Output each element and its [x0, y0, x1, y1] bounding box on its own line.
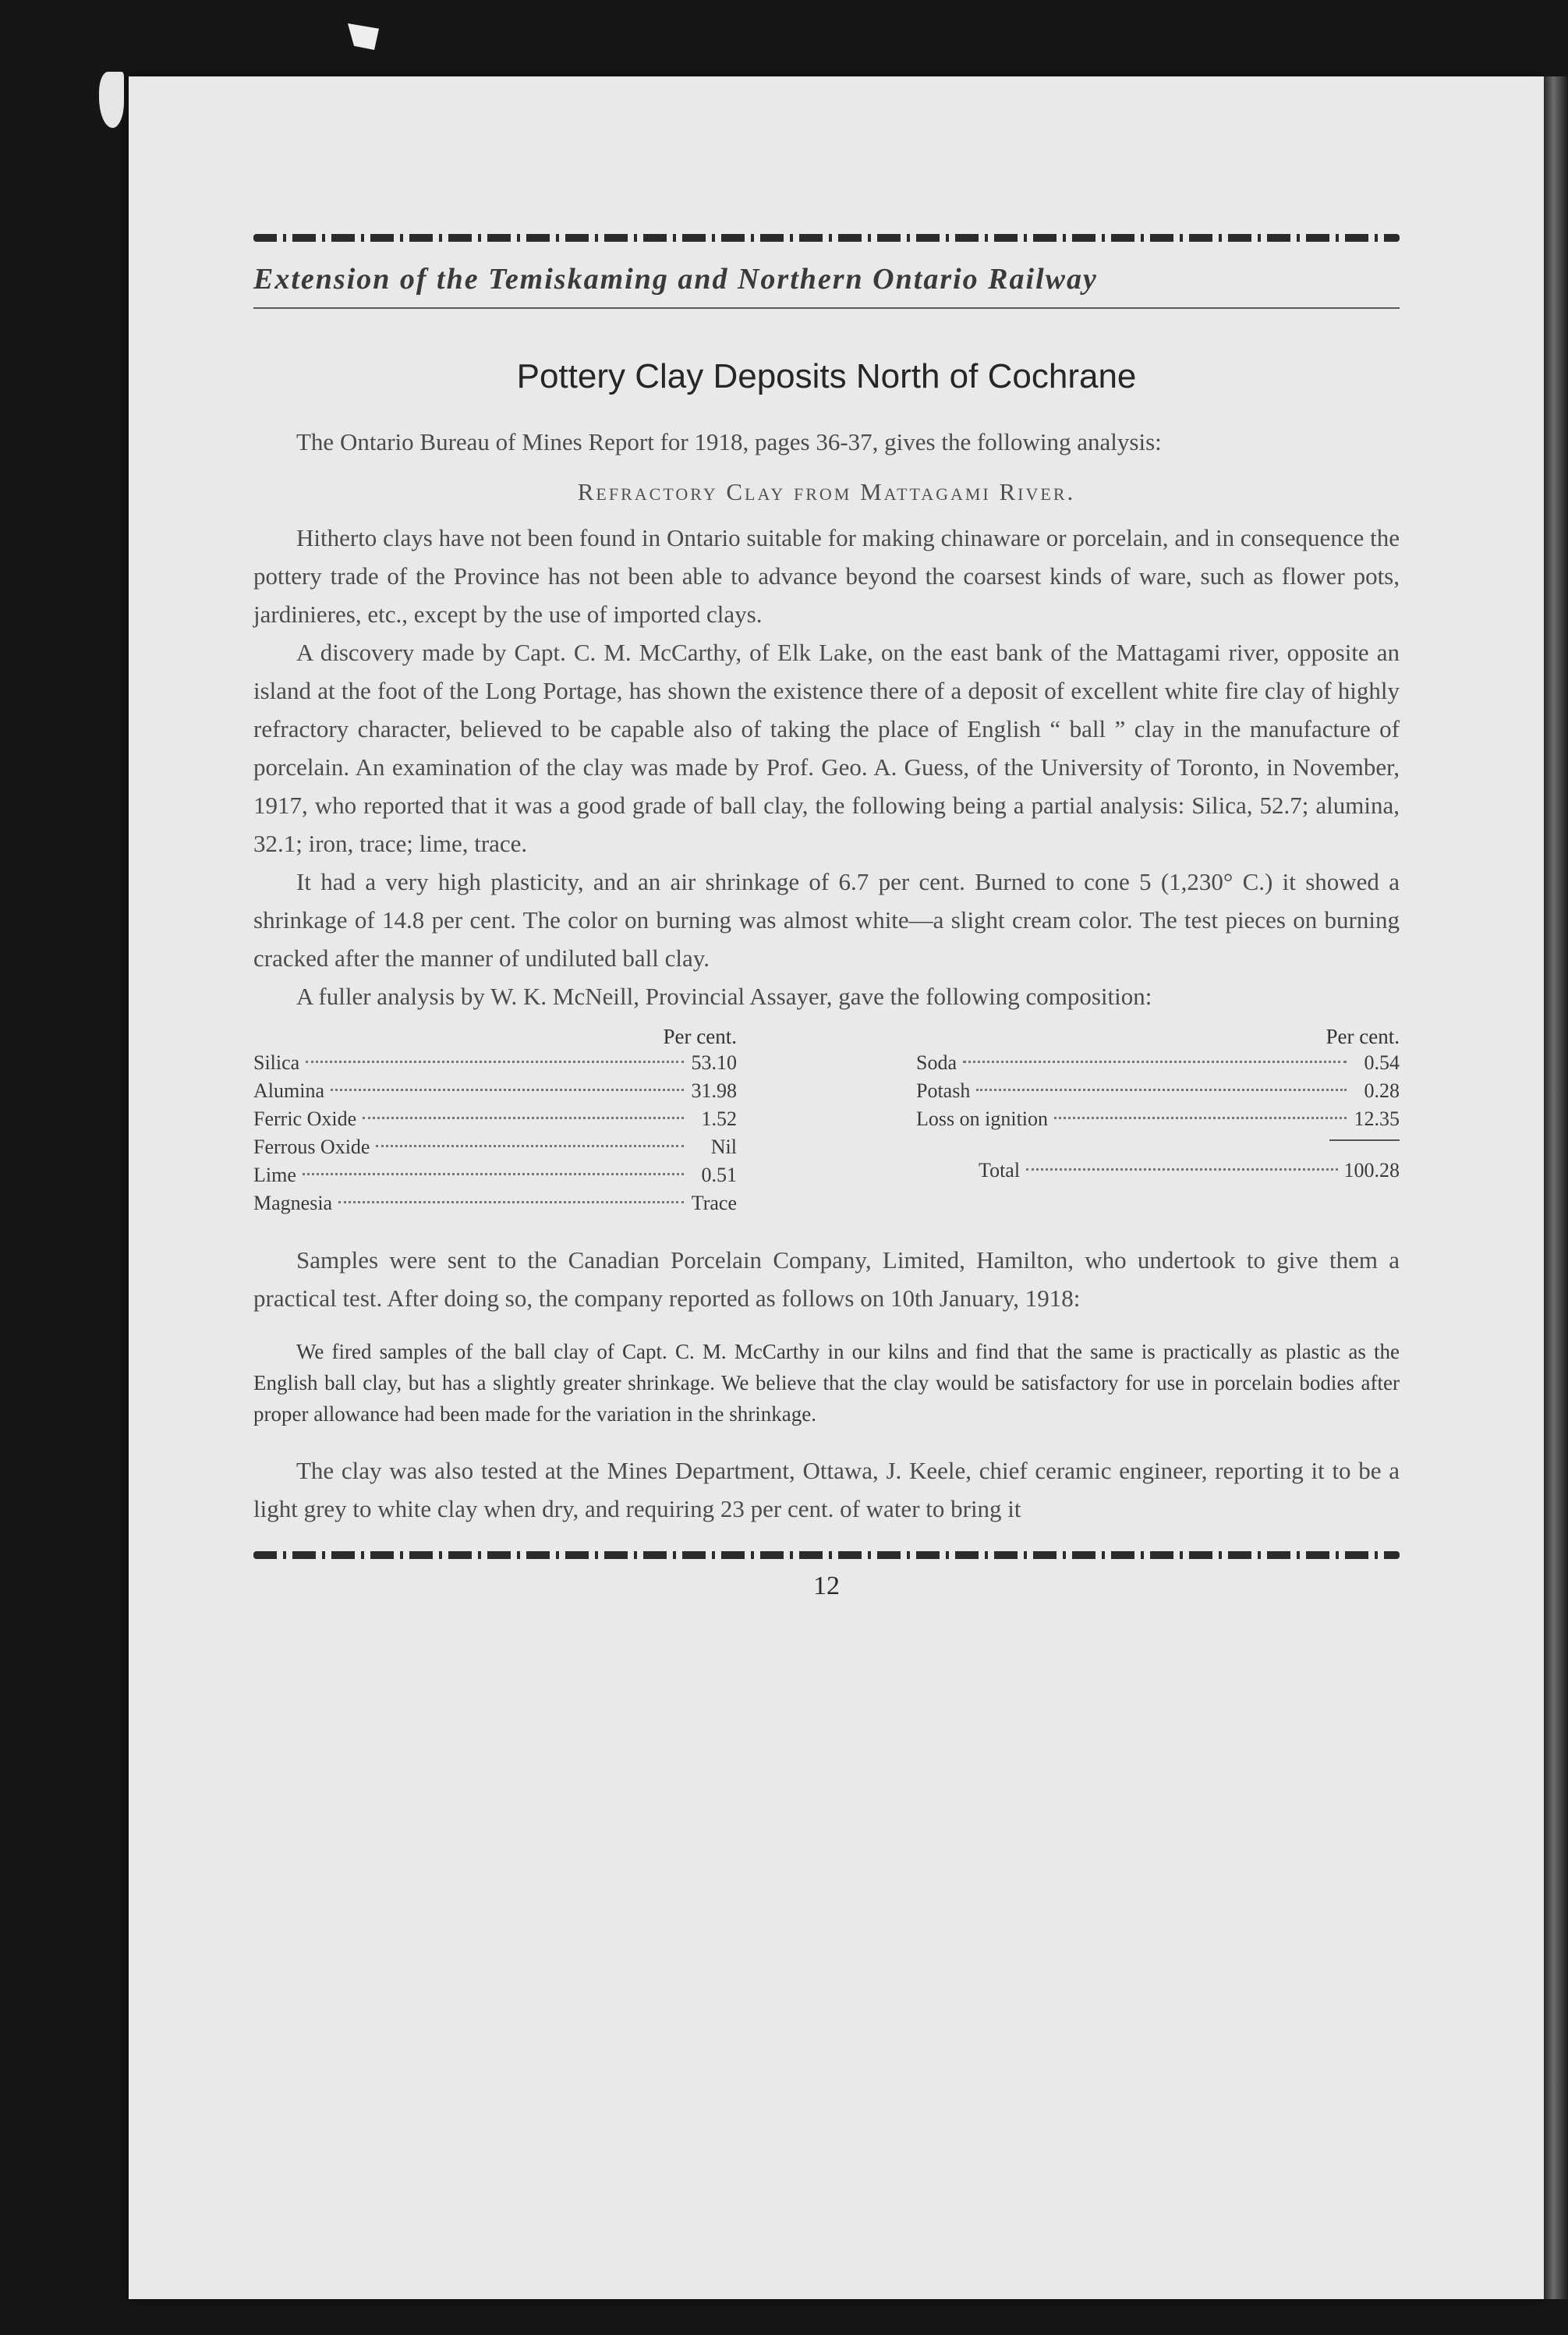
composition-row: Silica 53.10 [253, 1051, 737, 1074]
total-row: Total 100.28 [979, 1159, 1400, 1182]
page-title: Pottery Clay Deposits North of Cochrane [516, 357, 1137, 395]
per-cent-header: Per cent. [1326, 1025, 1400, 1048]
company-quote: We fired samples of the ball clay of Capt. C. M. McCarthy in our kilns and find that the same is practically as plastic as the English ball clay, but has a slightly greater shrinkage. We believe that the clay would be satisfactory for use in porcelain bodies after proper allowance had been made for the variation in the shrinkage. [253, 1340, 1400, 1426]
paragraph-4: A fuller analysis by W. K. McNeill, Provincial Assayer, gave the following composition: [296, 983, 1152, 1010]
running-head: Extension of the Temiskaming and Northern Ontario Railway [253, 262, 1400, 309]
page-edge-strip [1544, 76, 1568, 2299]
paragraph-2: A discovery made by Capt. C. M. McCarthy, of Elk Lake, on the east bank of the Mattagami river, opposite an island at the foot of the Long Portage, has shown the existence there of a deposit of excellent white fire clay of highly refractory character, believed to be capable also of taking the place of English “ ball ” clay in the manufacture of porcelain. An examination of the clay was made by Prof. Geo. A. Guess, of the University of Toronto, in November, 1917, who reported that it was a good grade of ball clay, the following being a partial analysis: Silica, 52.7; alumina, 32.1; iron, trace; lime, trace. [253, 639, 1400, 857]
composition-row: Ferrous Oxide Nil [253, 1136, 737, 1158]
composition-row: Potash 0.28 [916, 1079, 1400, 1102]
composition-row: Alumina 31.98 [253, 1079, 737, 1102]
scan-artifact-left [99, 72, 124, 128]
composition-table [253, 1025, 1400, 1217]
final-paragraph: The clay was also tested at the Mines Department, Ottawa, J. Keele, chief ceramic engineer, reporting it to be a light grey to white clay when dry, and requiring 23 per cent. of water to bring it [253, 1457, 1400, 1522]
composition-row: Lime 0.51 [253, 1164, 737, 1186]
total-rule [1329, 1139, 1400, 1141]
section-subheading: Refractory Clay from Mattagami River. [577, 478, 1076, 505]
composition-row: Ferric Oxide 1.52 [253, 1107, 737, 1130]
header-ornamental-rule [253, 234, 1400, 242]
footer-ornamental-rule [253, 1551, 1400, 1559]
composition-row: Soda 0.54 [916, 1051, 1400, 1074]
per-cent-header: Per cent. [663, 1025, 737, 1048]
paragraph-3: It had a very high plasticity, and an air shrinkage of 6.7 per cent. Burned to cone 5 (1,230° C.) it showed a shrinkage of 14.8 per cent. The color on burning was almost white—a slight cream color. The test pieces on burning cracked after the manner of undiluted ball clay. [253, 868, 1400, 972]
intro-paragraph: The Ontario Bureau of Mines Report for 1918, pages 36-37, gives the following analysis: [296, 428, 1162, 455]
composition-left-column [253, 1025, 737, 1217]
composition-row: Magnesia Trace [253, 1192, 737, 1214]
composition-row: Loss on ignition 12.35 [916, 1107, 1400, 1130]
paragraph-1: Hitherto clays have not been found in Ontario suitable for making chinaware or porcelain, and in consequence the pottery trade of the Province has not been able to advance beyond the coarsest kinds of ware, such as flower pots, jardinieres, etc., except by the use of imported clays. [253, 524, 1400, 628]
page-content [253, 234, 1400, 1601]
composition-right-column [916, 1025, 1400, 1217]
scan-artifact-top [348, 23, 379, 50]
samples-paragraph: Samples were sent to the Canadian Porcelain Company, Limited, Hamilton, who undertook to give them a practical test. After doing so, the company reported as follows on 10th January, 1918: [253, 1246, 1400, 1312]
page-number: 12 [813, 1571, 840, 1600]
